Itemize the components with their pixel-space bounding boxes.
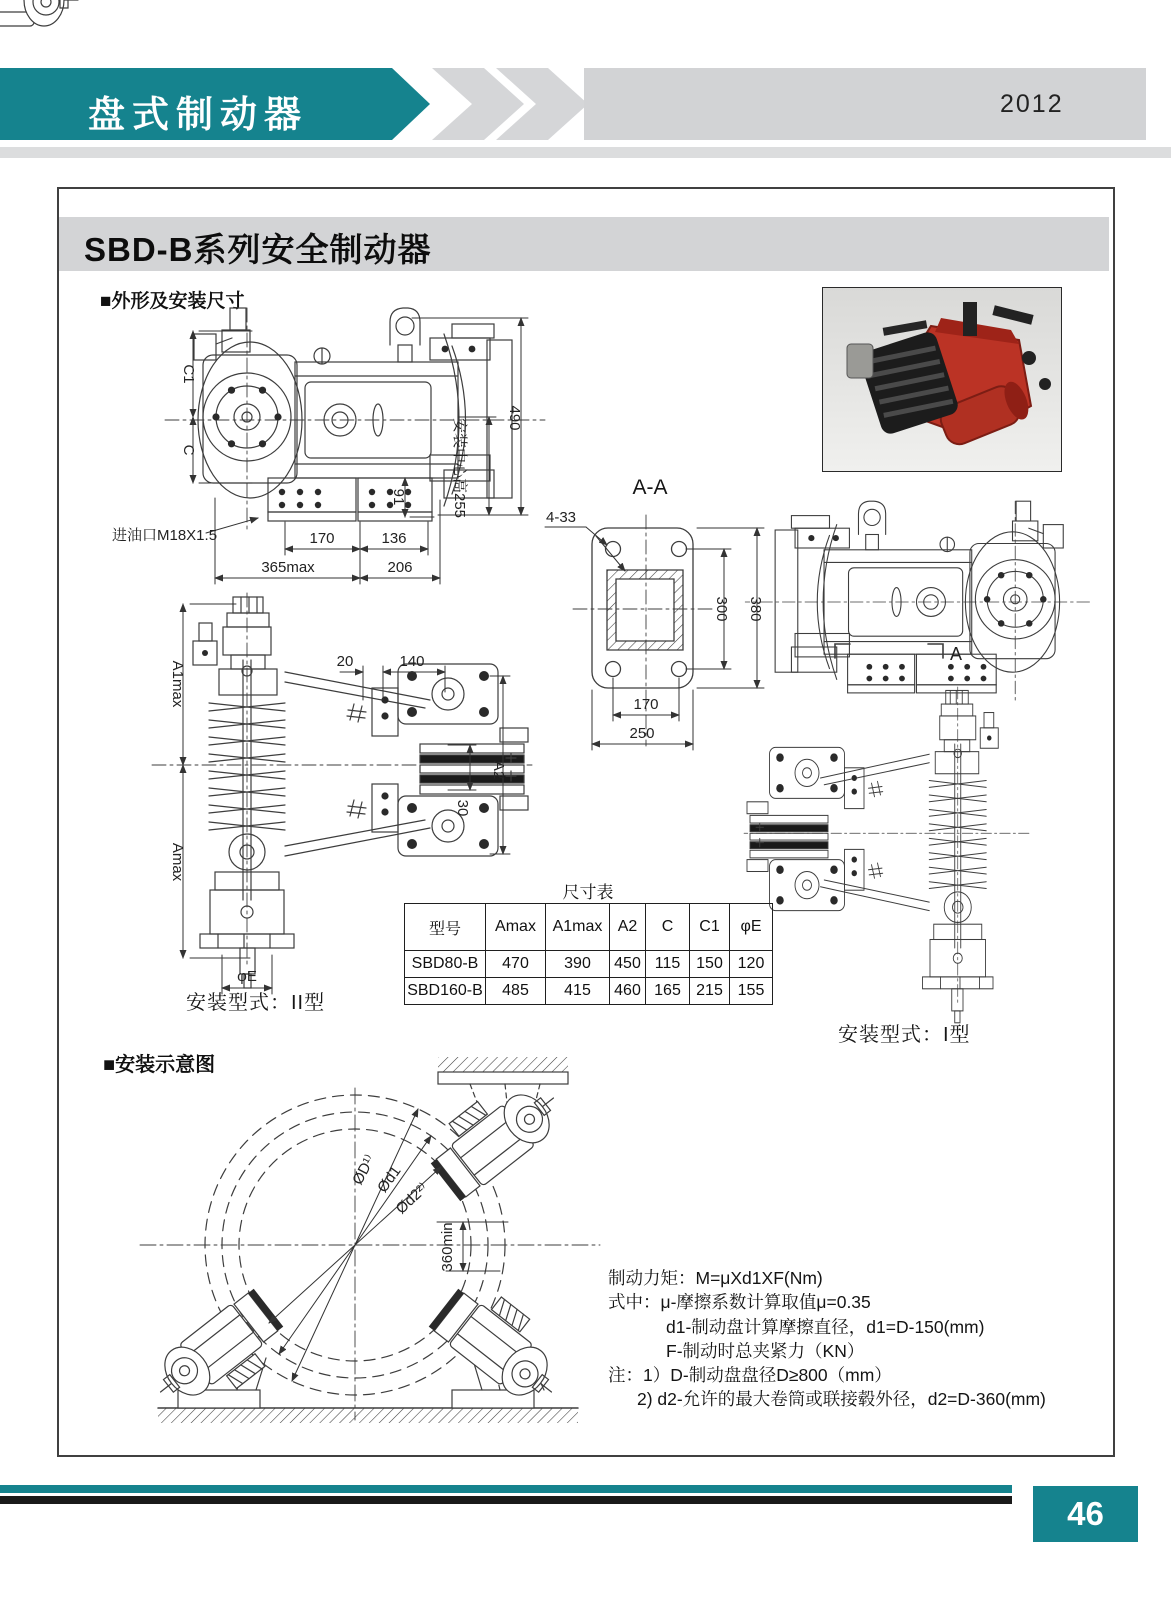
section-heading-install: ■安装示意图: [103, 1054, 216, 1076]
dim-label-30: 30: [454, 799, 471, 817]
cell-model: SBD160-B: [405, 978, 486, 1005]
page-number-box: [1033, 1486, 1138, 1542]
cell-value: 215: [690, 978, 730, 1005]
front-view-right: [744, 687, 1029, 1023]
mini-brake-art: [0, 0, 78, 26]
side-view-art: [165, 308, 545, 532]
page-number: 46: [1067, 1495, 1104, 1532]
col-header-c: C: [646, 904, 690, 951]
cell-value: 120: [730, 951, 773, 978]
label-diameter-d: ØD¹⁾: [349, 1152, 379, 1188]
cell-value: 470: [486, 951, 546, 978]
table-title: 尺寸表: [562, 883, 614, 902]
footer-teal-stripe: [0, 1485, 1012, 1493]
dim-label-206: 206: [387, 559, 413, 576]
dim-label-300: 300: [713, 596, 730, 622]
col-header-a1max: A1max: [546, 904, 610, 951]
cell-value: 450: [610, 951, 646, 978]
callout-4-33: 4-33: [546, 509, 577, 526]
table-header-row: [405, 904, 773, 951]
footer-black-stripe: [0, 1496, 1012, 1504]
side-view-right: [745, 501, 1089, 703]
dim-label-91: 91: [390, 488, 407, 506]
cell-value: 150: [690, 951, 730, 978]
dim-label-365max: 365max: [261, 559, 315, 576]
dimension-table: [404, 903, 773, 1005]
dim-label-aa-170: 170: [633, 696, 659, 713]
note-line: F-制动时总夹紧力（KN）: [666, 1340, 865, 1361]
dim-label-140: 140: [399, 653, 425, 670]
col-header-amax: Amax: [486, 904, 546, 951]
dim-label-c: C: [180, 444, 197, 456]
caption-type2: 安装型式：II型: [186, 992, 326, 1014]
table-row: [405, 951, 773, 978]
dim-label-center-height: 安装中心高255: [451, 417, 468, 519]
cell-value: 155: [730, 978, 773, 1005]
dim-label-a2: A2: [490, 760, 507, 780]
formula-notes: [608, 1266, 1046, 1412]
col-header-c1: C1: [690, 904, 730, 951]
section-heading-dimensions: ■外形及安装尺寸: [100, 291, 245, 312]
dim-label-170: 170: [309, 530, 335, 547]
cell-value: 115: [646, 951, 690, 978]
header-year: 2012: [1000, 90, 1064, 118]
cell-value: 460: [610, 978, 646, 1005]
col-header-model: 型号: [405, 904, 486, 951]
cell-value: 165: [646, 978, 690, 1005]
dim-label-phie: φE: [237, 968, 257, 985]
dim-label-360min: 360min: [439, 1222, 456, 1272]
dim-label-490: 490: [506, 405, 523, 431]
oil-port-label: 进油口M18X1.5: [112, 527, 218, 544]
section-aa-title: A-A: [632, 476, 668, 499]
cell-value: 485: [486, 978, 546, 1005]
header-banner-title: 盘式制动器: [88, 94, 308, 135]
dim-label-amax: Amax: [169, 842, 186, 882]
dim-label-380: 380: [747, 596, 764, 622]
caption-type1: 安装型式：I型: [838, 1024, 971, 1046]
cell-value: 415: [546, 978, 610, 1005]
dim-label-c1: C1: [180, 364, 197, 384]
note-line: d1-制动盘计算摩擦直径，d1=D-150(mm): [666, 1316, 985, 1337]
note-line: 制动力矩：M=μXd1XF(Nm): [608, 1268, 823, 1288]
note-line: 式中：μ-摩擦系数计算取值μ=0.35: [608, 1292, 871, 1313]
cell-model: SBD80-B: [405, 951, 486, 978]
dim-label-20: 20: [336, 653, 354, 670]
dim-label-250: 250: [629, 725, 655, 742]
note-line: 2) d2-允许的最大卷筒或联接毂外径，d2=D-360(mm): [637, 1389, 1046, 1410]
col-header-a2: A2: [610, 904, 646, 951]
dim-label-a1max: A1max: [169, 660, 186, 708]
col-header-phie: φE: [730, 904, 773, 951]
cell-value: 390: [546, 951, 610, 978]
page-title: SBD-B系列安全制动器: [84, 231, 432, 268]
table-row: [405, 978, 773, 1005]
label-diameter-d1: Ød1: [374, 1162, 405, 1196]
dim-label-136: 136: [381, 530, 407, 547]
label-diameter-d2: Ød2²⁾: [392, 1179, 432, 1218]
section-marker-a: A: [950, 644, 963, 664]
note-line: 注：1）D-制动盘盘径D≥800（mm）: [608, 1365, 892, 1386]
